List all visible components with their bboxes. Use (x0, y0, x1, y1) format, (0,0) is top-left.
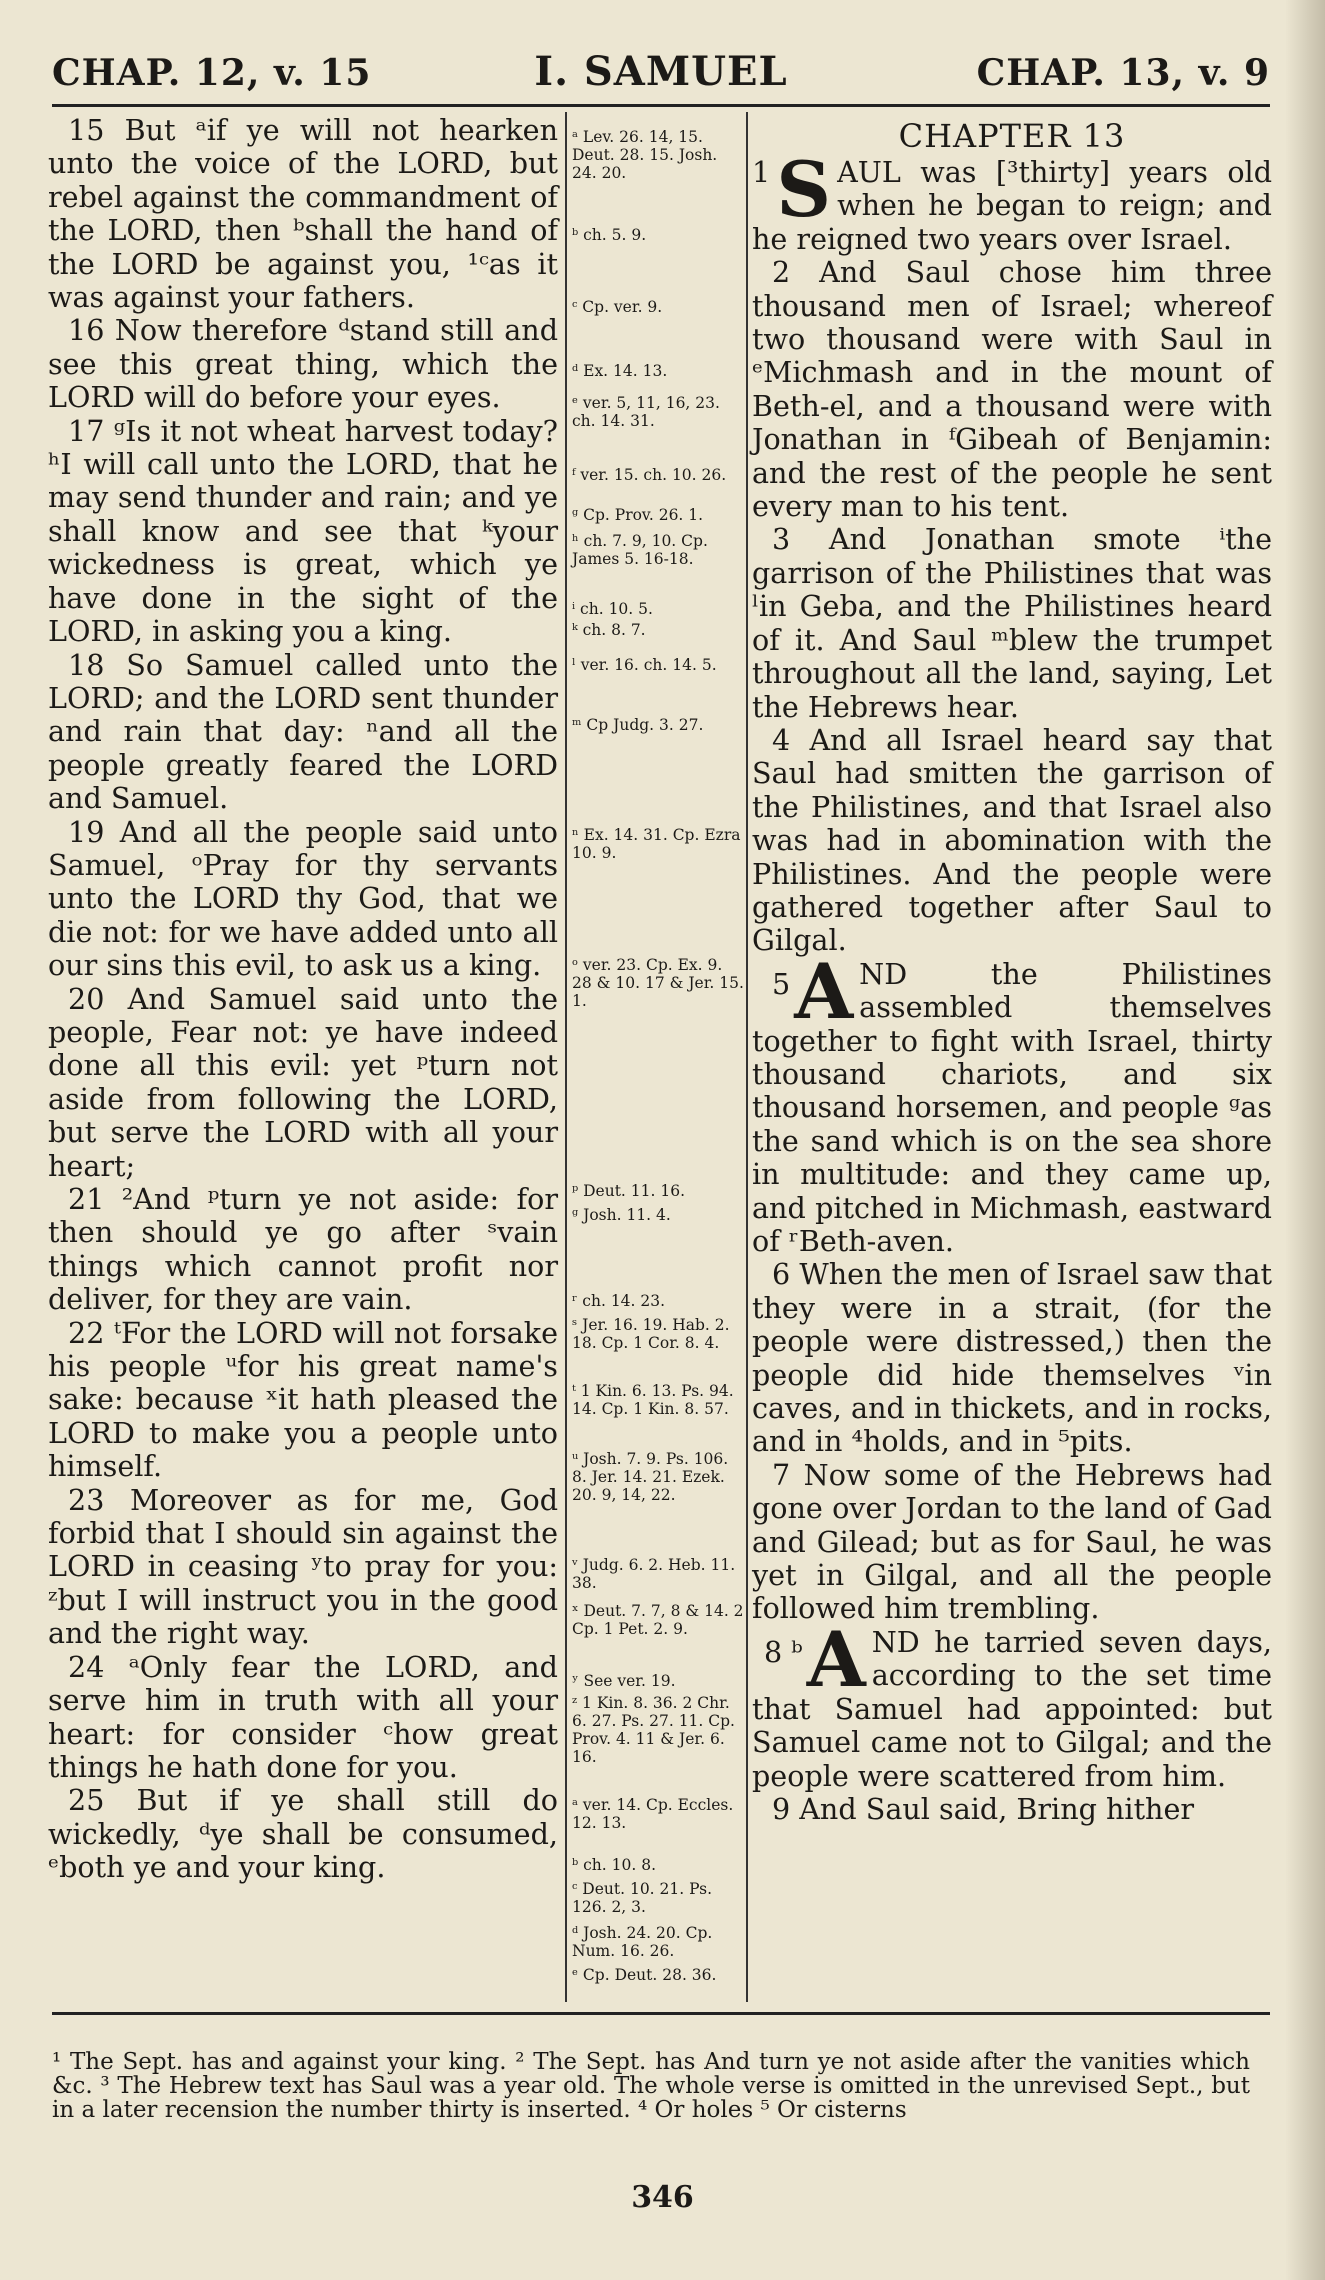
xref-a: ᵃ Lev. 26. 14, 15. Deut. 28. 15. Josh. 24. 20. (572, 128, 718, 182)
verse-12-20: 20 And Samuel said unto the people, Fear not: ye have indeed done all this evil: yet ᵖturn not aside from following the LORD, but serve the LORD with all your heart; (48, 981, 558, 1183)
xref-f: ᶠ ver. 15. ch. 10. 26. (572, 466, 727, 484)
xref-c: ᶜ Cp. ver. 9. (572, 298, 663, 316)
header-rule (52, 104, 1270, 107)
verse-13-1 (752, 145, 1272, 256)
xref-m: ᵐ Cp Judg. 3. 27. (572, 716, 704, 734)
page-spine-shadow (1285, 0, 1325, 2280)
running-head (52, 48, 1270, 98)
verse-12-23: 23 Moreover as for me, God forbid that I should sin against the LORD in ceasing ʸto pray for you: ᶻbut I will instruct you in the good and the right way. (48, 1482, 558, 1651)
left-column (48, 114, 558, 1885)
page-number: 346 (631, 2180, 694, 2215)
verse-12-18: 18 So Samuel called unto the LORD; and the LORD sent thunder and rain that day: ⁿand all the people greatly feared the LORD and Samuel. (48, 647, 558, 816)
xref-x: ˣ Deut. 7. 7, 8 & 14. 2 Cp. 1 Pet. 2. 9. (572, 1602, 744, 1638)
verse-13-5 (752, 946, 1272, 1259)
column-rule-right (746, 112, 748, 2002)
running-head-left: CHAP. 12, v. 15 (52, 52, 372, 94)
xref-g: ᵍ Cp. Prov. 26. 1. (572, 506, 704, 524)
verse-13-1-text: AUL was [³thirty] years old when he began to reign; and he reigned two years over Israel. (752, 155, 1272, 256)
chapter-heading: CHAPTER 13 (898, 117, 1126, 155)
xref-k: ᵏ ch. 8. 7. (572, 621, 646, 639)
xref-b: ᵇ ch. 5. 9. (572, 226, 647, 244)
xref-r: ʳ ch. 14. 23. (572, 1292, 666, 1310)
drop-cap-a-5: A (794, 946, 854, 1036)
column-rule-left (565, 112, 567, 2002)
xref-q: ᵍ Josh. 11. 4. (572, 1206, 671, 1224)
verse-13-2: 2 And Saul chose him three thousand men of Israel; whereof two thousand were with Saul in ᵉMichmash and in the mount of Beth-el, and a thousand were with Jonathan in ᶠGibeah of Benjamin: and the rest of the people he sent every man to his tent. (752, 255, 1272, 524)
cross-reference-column (572, 116, 744, 1996)
verse-13-8-number: 8 ᵇ (764, 1634, 803, 1669)
xref-v: ᵛ Judg. 6. 2. Heb. 11. 38. (572, 1556, 736, 1592)
verse-13-8 (752, 1614, 1272, 1793)
drop-cap-s: S (776, 145, 832, 234)
xref-n: ⁿ Ex. 14. 31. Cp. Ezra 10. 9. (572, 826, 741, 862)
footnotes: ¹ The Sept. has and against your king. ² The Sept. has And turn ye not aside after the vanities which &c. ³ The Hebrew text has Saul was a year old. The whole verse is omitted in the unrevised Sept., but in a later recension the number thirty is inserted. ⁴ Or holes ⁵ Or cisterns (52, 2049, 1250, 2123)
xref-d: ᵈ Ex. 14. 13. (572, 362, 668, 380)
xref-h: ʰ ch. 7. 9, 10. Cp. James 5. 16-18. (572, 532, 708, 568)
footnote-rule (52, 2012, 1270, 2015)
verse-12-21: 21 ²And ᵖturn ye not aside: for then should ye go after ˢvain things which cannot profit nor deliver, for they are vain. (48, 1182, 558, 1317)
verse-13-3: 3 And Jonathan smote ⁱthe garrison of the Philistines that was ˡin Geba, and the Philistines heard of it. And Saul ᵐblew the trumpet throughout all the land, saying, Let the Hebrews hear. (752, 522, 1272, 724)
xref-e2: ᵉ Cp. Deut. 28. 36. (572, 1966, 717, 1984)
xref-t: ᵗ 1 Kin. 6. 13. Ps. 94. 14. Cp. 1 Kin. 8. 57. (572, 1382, 734, 1418)
verse-13-4: 4 And all Israel heard say that Saul had smitten the garrison of the Philistines, and that Israel also was had in abomination with the Philistines. And the people were gathered together after Saul to Gilgal. (752, 722, 1272, 958)
verse-12-19: 19 And all the people said unto Samuel, ᵒPray for thy servants unto the LORD thy God, that we die not: for we have added unto all our sins this evil, to ask us a king. (48, 814, 558, 983)
right-column (752, 118, 1272, 1826)
verse-13-5-text: ND the Philistines assembled themselves together to fight with Israel, thirty thousand chariots, and six thousand horsemen, and people ᵍas the sand which is on the sea shore in multitude: and they came up, and pitched in Michmash, eastward of ʳBeth-aven. (752, 956, 1272, 1258)
verse-12-16: 16 Now therefore ᵈstand still and see this great thing, which the LORD will do before your eyes. (48, 313, 558, 415)
verse-13-7: 7 Now some of the Hebrews had gone over Jordan to the land of Gad and Gilead; but as for Saul, he was yet in Gilgal, and all the people followed him trembling. (752, 1457, 1272, 1626)
xref-d2: ᵈ Josh. 24. 20. Cp. Num. 16. 26. (572, 1924, 713, 1960)
verse-12-25: 25 But if ye shall still do wickedly, ᵈye shall be consumed, ᵉboth ye and your king. (48, 1783, 558, 1885)
verse-13-5-number: 5 (772, 966, 791, 1001)
xref-s: ˢ Jer. 16. 19. Hab. 2. 18. Cp. 1 Cor. 8. 4. (572, 1316, 730, 1352)
xref-e: ᵉ ver. 5, 11, 16, 23. ch. 14. 31. (572, 394, 720, 430)
verse-12-24: 24 ᵃOnly fear the LORD, and serve him in truth with all your heart: for consider ᶜhow great things he hath done for you. (48, 1649, 558, 1784)
xref-o: ᵒ ver. 23. Cp. Ex. 9. 28 & 10. 17 & Jer. 15. 1. (572, 956, 744, 1010)
xref-a2: ᵃ ver. 14. Cp. Eccles. 12. 13. (572, 1796, 734, 1832)
xref-i: ⁱ ch. 10. 5. (572, 600, 653, 618)
drop-cap-a-8: A (806, 1614, 866, 1704)
verse-13-8-text: ND he tarried seven days, according to the set time that Samuel had appointed: but Samuel came not to Gilgal; and the people were scattered from him. (752, 1624, 1272, 1793)
verse-13-9: 9 And Saul said, Bring hither (772, 1791, 1195, 1826)
xref-l: ˡ ver. 16. ch. 14. 5. (572, 656, 717, 674)
xref-y: ʸ See ver. 19. (572, 1672, 676, 1690)
verse-12-22: 22 ᵗFor the LORD will not forsake his people ᵘfor his great name's sake: because ˣit hath pleased the LORD to make you a people unto himself. (48, 1315, 558, 1484)
xref-p: ᵖ Deut. 11. 16. (572, 1182, 686, 1200)
verse-13-1-number: 1 (752, 155, 771, 189)
xref-u: ᵘ Josh. 7. 9. Ps. 106. 8. Jer. 14. 21. Ezek. 20. 9, 14, 22. (572, 1450, 729, 1504)
verse-12-17: 17 ᵍIs it not wheat harvest today? ʰI will call unto the LORD, that he may send thunder and rain; and ye shall know and see that ᵏyour wickedness is great, which ye have done in the sight of the LORD, in asking you a king. (48, 413, 558, 649)
verse-12-15: 15 But ᵃif ye will not hearken unto the voice of the LORD, but rebel against the commandment of the LORD, then ᵇshall the hand of the LORD be against you, ¹ᶜas it was against your fathers. (48, 113, 558, 315)
running-head-right: CHAP. 13, v. 9 (976, 52, 1270, 94)
xref-b2: ᵇ ch. 10. 8. (572, 1856, 657, 1874)
verse-13-6: 6 When the men of Israel saw that they were in a strait, (for the people were distressed,) then the people did hide themselves ᵛin caves, and in thickets, and in rocks, and in ⁴holds, and in ⁵pits. (752, 1257, 1272, 1459)
xref-c2: ᶜ Deut. 10. 21. Ps. 126. 2, 3. (572, 1880, 713, 1916)
running-head-book: I. SAMUEL (534, 48, 788, 95)
xref-z: ᶻ 1 Kin. 8. 36. 2 Chr. 6. 27. Ps. 27. 11. Cp. Prov. 4. 11 & Jer. 6. 16. (572, 1694, 735, 1766)
